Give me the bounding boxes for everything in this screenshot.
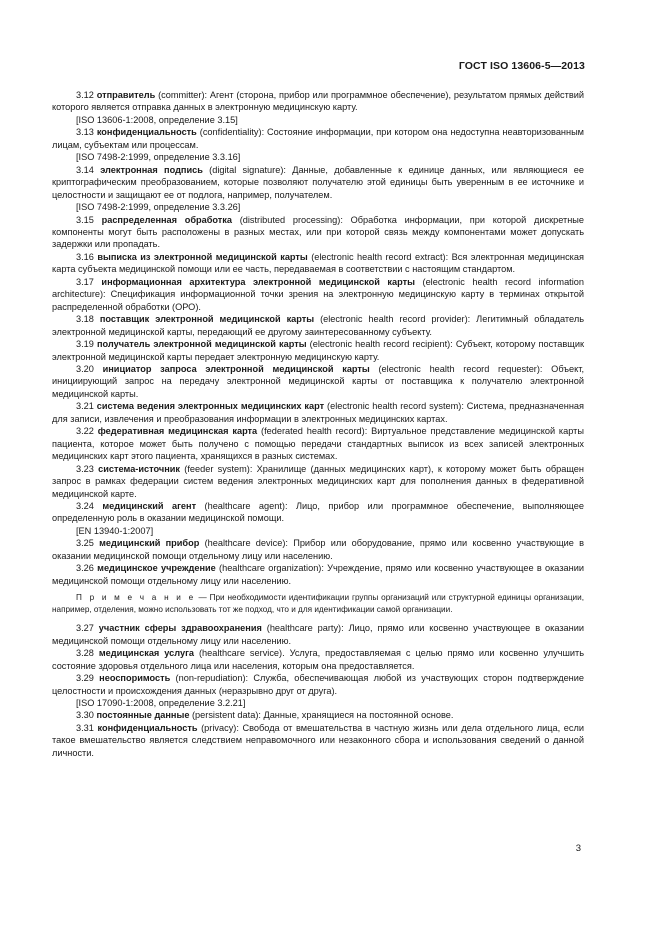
definition-number: 3.19 [76, 339, 94, 350]
definition-number: 3.16 [76, 251, 94, 262]
definition-term: система-источник [98, 463, 181, 474]
definition-number: 3.27 [76, 623, 94, 634]
source-reference: [ISO 7498-2:1999, определение 3.3.26] [76, 202, 241, 213]
definition-entry [52, 164, 584, 201]
definition-term: участник сферы здравоохранения [98, 623, 262, 634]
definition-text: (electronic health record recipient): Субъект, которому поставщик электронной медицинской карты передает электронную медицинскую карту. [52, 339, 584, 362]
definition-number: 3.23 [76, 463, 94, 474]
definition-text: (healthcare party): Лицо, прямо или косвенно участвующее в оказании медицинской помощи отдельному лицу или населению. [52, 623, 584, 646]
definition-number: 3.13 [76, 127, 94, 138]
definition-entry [52, 338, 584, 363]
definition-entry [52, 126, 584, 151]
definition-entry [52, 400, 584, 425]
definition-number: 3.18 [76, 314, 94, 325]
source-reference: [ISO 7498-2:1999, определение 3.3.16] [76, 152, 241, 163]
definition-text: (electronic health record extract): Вся электронная медицинская карта субъекта медицинской помощи или ее часть, передаваемая в соответствии с настоящим стандартом. [52, 251, 584, 275]
definition-term: медицинский прибор [99, 538, 200, 549]
source-reference: [EN 13940-1:2007] [76, 525, 154, 536]
definition-text: (electronic health record system): Система, предназначенная для записи, извлечения и преобразования информации в электронных медицинских картах. [52, 401, 584, 424]
definition-term: конфиденциальность [97, 722, 198, 733]
definition-text: (digital signature): Данные, добавленные к единице данных, или являющиеся ее криптографическим преобразованием, которые позволяют получателю этой единицы быть уверенным в ее источнике и целостности и защищают ее от подлога, например, получателем. [52, 164, 584, 200]
definition-term: получатель электронной медицинской карты [97, 339, 307, 350]
definition-term: система ведения электронных медицинских карт [96, 401, 325, 412]
definition-number: 3.30 [76, 710, 94, 721]
definition-text: (federated health record): Виртуальное представление медицинской карты пациента, которое может быть получено с помощью передачи стандартных выписок из всех записей электронных медицинских карт этого пациента, хранящихся в разных системах. [52, 426, 584, 462]
note-text: — При необходимости идентификации группы организаций или структурной единицы организации, например, отделения, можно использовать тот же подход, что и для идентификации самой организации. [52, 593, 584, 614]
definition-entry [52, 537, 584, 562]
definition-number: 3.25 [76, 538, 94, 549]
definition-term: медицинское учреждение [97, 563, 216, 574]
definition-term: федеративная медицинская карта [97, 426, 258, 437]
definition-number: 3.24 [76, 500, 94, 511]
definition-term: инициатор запроса электронной медицинской карты [102, 363, 370, 374]
definition-entry [52, 89, 584, 114]
definitions-list [52, 89, 584, 759]
definition-entry [52, 647, 584, 672]
definition-number: 3.29 [76, 673, 94, 684]
definition-text: (distributed processing): Обработка информации, при которой дискретные компоненты могут быть расположены в разных местах, или при которой связь между компонентами может допускать задержки или пропадать. [52, 214, 584, 250]
definition-term: конфиденциальность [96, 127, 197, 138]
definition-number: 3.12 [76, 90, 94, 100]
definition-text: (healthcare service). Услуга, предоставляемая с целью прямо или косвенно улучшить состояние здоровья отдельного лица или населения, которым она предоставляется. [52, 648, 584, 671]
definition-text: (healthcare agent): Лицо, прибор или программное обеспечение, выполняющее определенную роль в оказании медицинской помощи. [52, 500, 584, 524]
definition-term: медицинская услуга [98, 648, 195, 659]
definition-text: (healthcare organization): Учреждение, прямо или косвенно участвующее в оказании медицинской помощи отдельному лицу или населению. [52, 563, 584, 586]
definition-term: отправитель [96, 90, 156, 100]
definition-entry [52, 214, 584, 251]
definition-number: 3.22 [76, 426, 94, 437]
definition-number: 3.21 [76, 401, 94, 412]
document-header: ГОСТ ISO 13606-5—2013 [458, 60, 585, 72]
note-label: П р и м е ч а н и е [76, 593, 196, 603]
definition-text: (non-repudiation): Служба, обеспечивающая любой из участвующих сторон подтверждение целостности и происхождения данных (неразрывно друг от друга). [52, 673, 585, 696]
definition-text: (persistent data): Данные, хранящиеся на постоянной основе. [189, 710, 454, 721]
definition-number: 3.31 [76, 722, 94, 733]
definition-entry [52, 425, 584, 462]
definition-entry [52, 709, 584, 721]
definition-entry [52, 622, 584, 647]
definition-term: информационная архитектура электронной медицинской карты [101, 276, 415, 287]
definition-entry [52, 562, 584, 587]
definition-entry [52, 672, 584, 697]
definition-term: распределенная обработка [101, 214, 232, 225]
definition-entry [52, 463, 584, 500]
definition-number: 3.28 [76, 648, 94, 659]
definition-number: 3.20 [76, 363, 94, 374]
definition-text: (feeder system): Хранилище (данных медицинских карт), к которому может быть обращен запрос в рамках федерации систем ведения электронных медицинских карт для пополнения данных в федеративной медицинской карте. [52, 463, 584, 499]
definition-text: (privacy): Свобода от вмешательства в частную жизнь или дела отдельного лица, если такое вмешательство является следствием неправомочного или незаконного сбора и использования сведений о данной личности. [52, 722, 584, 758]
definition-number: 3.15 [76, 214, 94, 225]
definition-text: (healthcare device): Прибор или оборудование, прямо или косвенно участвующие в оказании медицинской помощи отдельному лицу или населению. [52, 538, 584, 561]
definition-term: поставщик электронной медицинской карты [99, 314, 315, 325]
source-reference: [ISO 17090-1:2008, определение 3.2.21] [76, 698, 246, 709]
definition-text: (confidentiality): Состояние информации, при котором она недоступна неавторизованным лицам, субъектам или процессам. [52, 127, 584, 150]
definition-entry [52, 276, 584, 313]
definition-number: 3.26 [76, 563, 94, 574]
definition-text: (committer): Агент (сторона, прибор или программное обеспечение), результатом прямых действий которого является отправка данных в электронную медицинскую карту. [52, 90, 584, 113]
definition-term: постоянные данные [96, 710, 190, 721]
definition-entry [52, 500, 584, 525]
definition-number: 3.14 [76, 164, 94, 175]
definition-text: (electronic health record provider): Легитимный обладатель электронной медицинской карты, передающий ее другому заинтересованному субъекту. [52, 314, 584, 337]
page-number: 3 [575, 843, 581, 854]
definition-term: медицинский агент [102, 500, 197, 511]
definition-text: (electronic health record information architecture): Спецификация информационной точки зрения на электронную медицинскую карту в терминах открытой распределенной обработки (ОРО). [52, 276, 584, 312]
note [52, 592, 584, 615]
definition-text: (electronic health record requester): Объект, инициирующий запрос на передачу электронной медицинской карты от поставщика к получателю электронной медицинской карты. [52, 363, 584, 399]
definition-entry [52, 251, 584, 276]
definition-entry [52, 313, 584, 338]
definition-term: электронная подпись [100, 164, 203, 175]
definition-entry [52, 722, 584, 759]
definition-entry [52, 363, 584, 400]
definition-term: неоспоримость [99, 673, 171, 684]
definition-term: выписка из электронной медицинской карты [97, 251, 308, 262]
source-reference: [ISO 13606-1:2008, определение 3.15] [76, 114, 238, 125]
definition-number: 3.17 [76, 276, 94, 287]
